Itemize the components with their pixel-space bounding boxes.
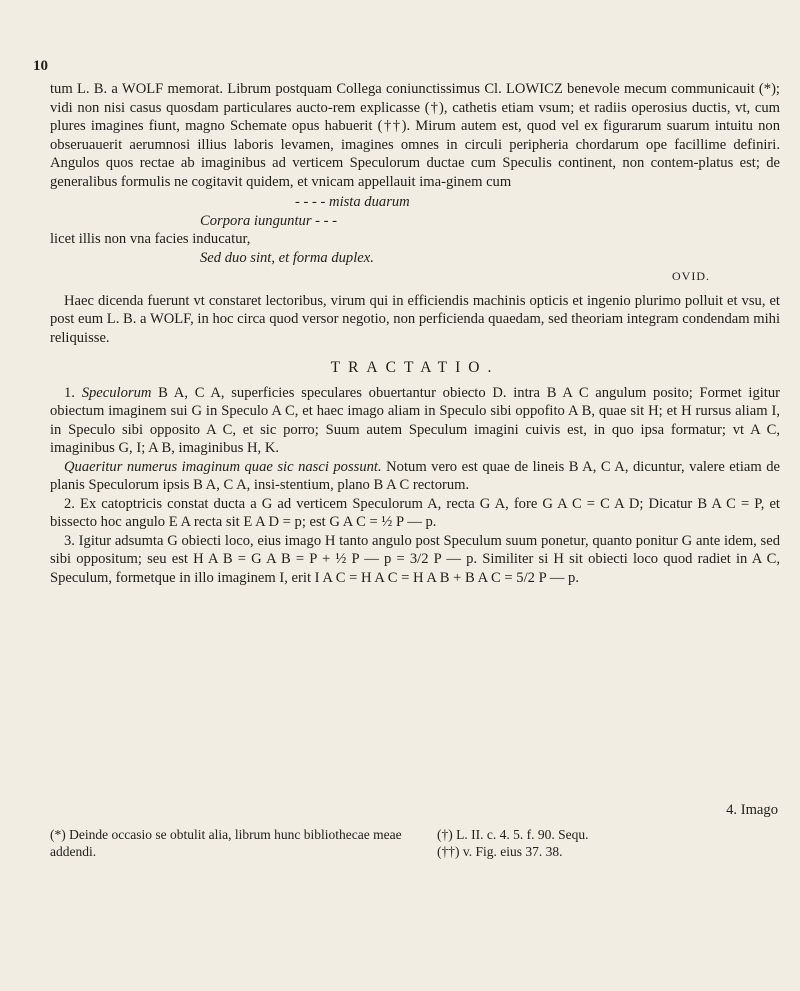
quote-line-2: Corpora iunguntur - - -	[200, 212, 338, 229]
quote-line-4: Sed duo sint, et forma duplex.	[200, 249, 374, 266]
quote-author: OVID.	[672, 269, 710, 283]
paragraph-conclusion: Haec dicenda fuerunt vt constaret lectoribus, virum qui in efficiendis machinis opticis et ingenio plurimo polluit et vsu, et post eum L. B. a WOLF, in hoc circa quod versor negotio, non perficienda quaedam, sed theoriam integram condendam mihi reliquisse.	[50, 292, 780, 346]
footnote-daggers	[437, 826, 767, 860]
ovid-quotation	[50, 193, 780, 286]
section-1-question	[50, 458, 780, 495]
page-number: 10	[33, 58, 48, 74]
question-tail: Notum vero est quae de lineis B A, C A, dicuntur, valere etiam de planis Speculorum ipsis B A, C A, insi-stentium, plano B A C rectorum.	[50, 458, 780, 493]
catchword: 4. Imago	[726, 802, 778, 818]
section-heading: TRACTATIO.	[330, 359, 500, 376]
section-1-number: 1.	[64, 384, 75, 401]
footnote-double-dagger: (††) v. Fig. eius 37. 38.	[437, 844, 563, 859]
main-text	[50, 80, 780, 587]
quote-line-3: licet illis non vna facies inducatur,	[50, 231, 251, 247]
footnote-asterisk: (*) Deinde occasio se obtulit alia, librum hunc bibliothecae meae addendi.	[50, 827, 402, 859]
section-2: 2. Ex catoptricis constat ducta a G ad verticem Speculorum A, recta G A, fore G A C = C A D; Dicatur B A C = P, et bissecto hoc angulo E A recta sit E A D = p; est G A C = ½ P — p.	[50, 495, 780, 530]
section-1-text: B A, C A, superficies speculares obuertantur obiecto D. intra B A C angulum posito; Formet igitur obiectum imaginem sui G in Speculo A C, et haec imago aliam in Speculo sibi oppofito A B, quae sit H; et H rursus aliam I, in Speculo sibi opposito A C, et sic porro; Suum autem Speculum imagini cuivis est, in quo ipsa formatur; vt A C, imaginibus G, I; A B, imaginibus H, K.	[50, 384, 781, 456]
section-1	[50, 384, 780, 458]
footnote-dagger: (†) L. II. c. 4. 5. f. 90. Sequ.	[437, 827, 589, 842]
section-1-lead: Speculorum	[81, 384, 152, 401]
quote-line-1: - - - - mista duarum	[295, 194, 410, 210]
paragraph-intro: tum L. B. a WOLF memorat. Librum postquam Collega coniunctissimus Cl. LOWICZ benevole mecum communicauit (*); vidi non nisi casus quosdam particulares aucto-rem explicasse (†), cathetis etiam vsum; et radiis operosius ductis, vt, cum plures imagines fiunt, magno Schemate opus habuerit (††). Mirum autem est, quod vel ex figurarum suarum intuitu non obseruauerit aerumnosi illius laboris levamen, imagines omnes in circuli peripheria chordarum ope facillime definiri. Angulos quos rectae ab imaginibus ad verticem Speculorum ductae cum Speculis continent, non contem-platus est; de generalibus formulis ne cogitavit quidem, et vnicam appellauit ima-ginem cum	[50, 81, 780, 190]
question-text: Quaeritur numerus imaginum quae sic nasci possunt.	[64, 458, 382, 475]
section-3: 3. Igitur adsumta G obiecti loco, eius imago H tanto angulo post Speculum suum ponetur, quanto ponitur G ante idem, sed sibi oppositum; seu est H A B = G A B = P + ½ P — p = 3/2 P — p. Similiter si H sit obiecti loco quod radiet in A C, Speculum, formetque in illo imaginem I, erit I A C = H A C = H A B + B A C = 5/2 P — p.	[50, 532, 780, 586]
